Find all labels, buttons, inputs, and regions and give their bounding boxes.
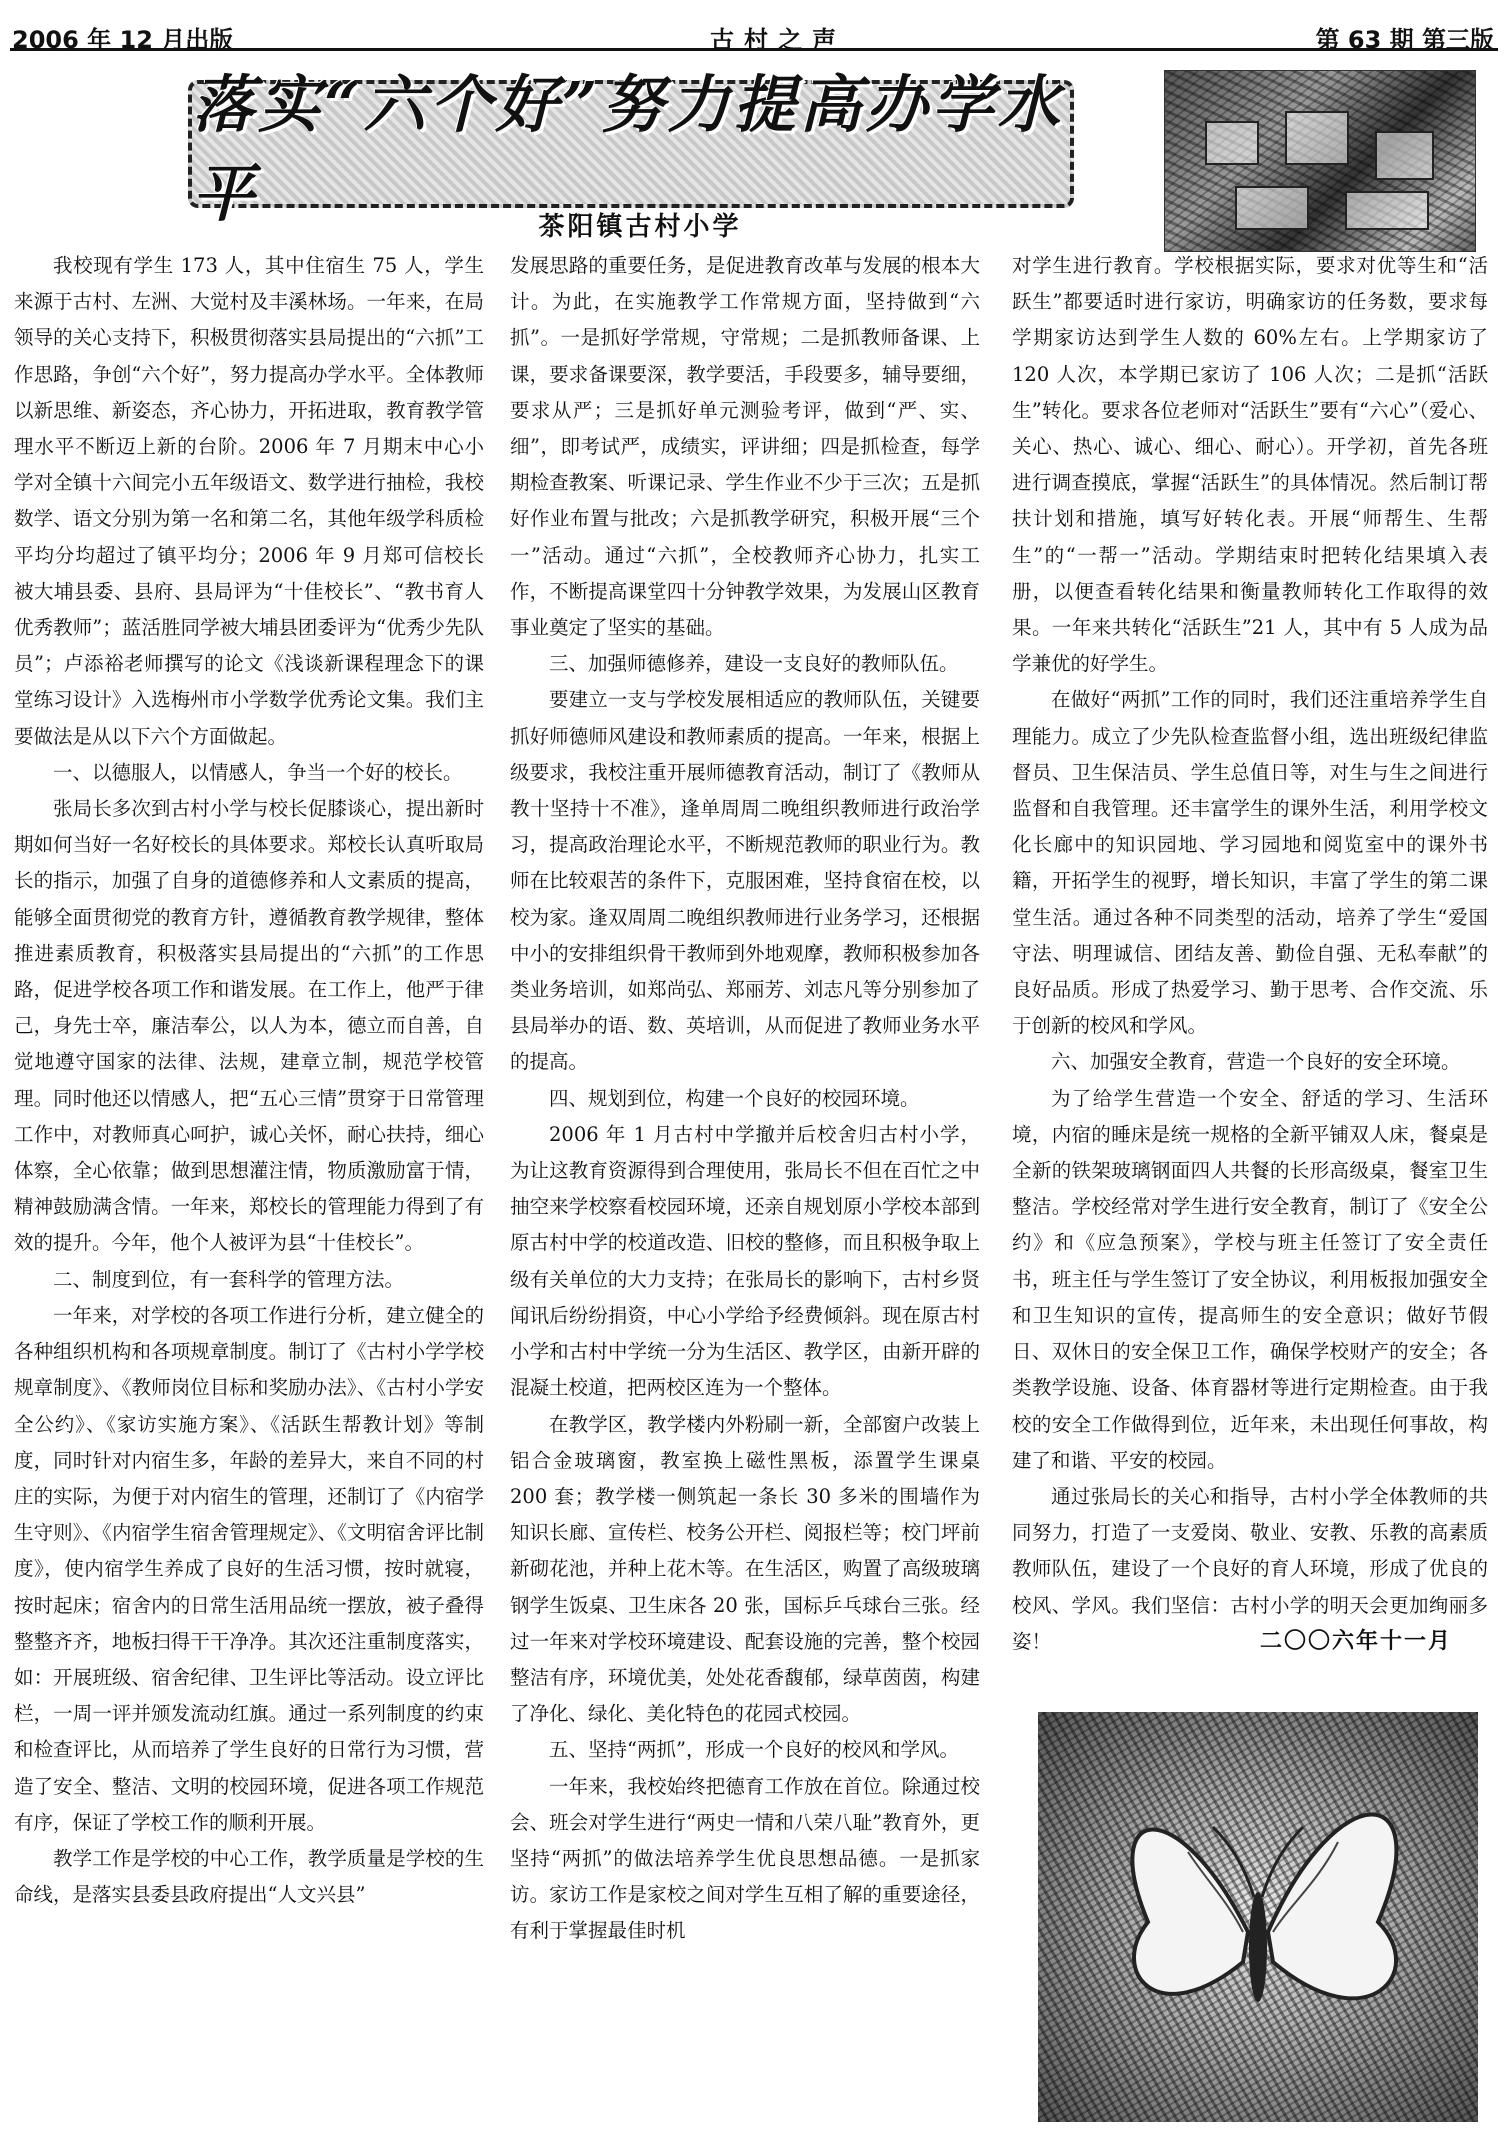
page-header bbox=[10, 14, 1498, 54]
paragraph: 张局长多次到古村小学与校长促膝谈心，提出新时期如何当好一名好校长的具体要求。郑校长认真听取局长的指示，加强了自身的道德修养和人文素质的提高，能够全面贯彻党的教育方针，遵循教育教学规律，整体推进素质教育，积极落实县局提出的“六抓”的工作思路，促进学校各项工作和谐发展。在工作上，他严于律己，身先士卒，廉洁奉公，以人为本，德立而自善，自觉地遵守国家的法律、法规，建章立制，规范学校管理。同时他还以情感人，把“五心三情”贯穿于日常管理工作中，对教师真心呵护，诚心关怀，耐心扶持，细心体察，全心依靠；做到思想灌注情，物质激励富于情，精神鼓励满含情。一年来，郑校长的管理能力得到了有效的提升。今年，他个人被评为县“十佳校长”。 bbox=[14, 797, 484, 1255]
section-heading: 五、坚持“两抓”，形成一个良好的校风和学风。 bbox=[549, 1738, 959, 1762]
paragraph: 在教学区，教学楼内外粉刷一新，全部窗户改装上铝合金玻璃窗，教室换上磁性黑板，添置学生课桌 200 套；教学楼一侧筑起一条长 30 多米的围墙作为知识长廊、宣传栏、校务公开栏、阅报栏等；校门坪前新砌花池，并种上花木等。在生活区，购置了高级玻璃钢学生饭桌、卫生床各 20 张，国标乒乓球台三张。经过一年来对学校环境建设、配套设施的完善，整个校园整洁有序，环境优美，处处花香馥郁，绿草茵茵，构建了净化、绿化、美化特色的花园式校园。 bbox=[510, 1412, 980, 1726]
section-heading: 四、规划到位，构建一个良好的校园环境。 bbox=[549, 1086, 920, 1110]
paragraph: 在做好“两抓”工作的同时，我们还注重培养学生自理能力。成立了少先队检查监督小组，选出班级纪律监督员、卫生保洁员、学生总值日等，对生与生之间进行监督和自我管理。还丰富学生的课外生活，利用学校文化长廊中的知识园地、学习园地和阅览室中的课外书籍，开拓学生的视野，增长知识，丰富了学生的第二课堂生活。通过各种不同类型的活动，培养了学生“爱国守法、明理诚信、团结友善、勤俭自强、无私奉献”的良好品质。形成了热爱学习、勤于思考、合作交流、乐于创新的校风和学风。 bbox=[1012, 688, 1488, 1038]
paragraph: 对学生进行教育。学校根据实际，要求对优等生和“活跃生”都要适时进行家访，明确家访的任务数，要求每学期家访达到学生人数的 60%左右。上学期家访了 120 人次，本学期已家访了 106 人次；二是抓“活跃生”转化。要求各位老师对“活跃生”要有“六心”（爱心、关心、热心、诚心、细心、耐心）。开学初，首先各班进行调查摸底，掌握“活跃生”的具体情况。然后制订帮扶计划和措施，填写好转化表。开展“师帮生、生帮生”的“一帮一”活动。学期结束时把转化结果填入表册，以便查看转化结果和衡量教师转化工作取得的效果。一年来共转化“活跃生”21 人，其中有 5 人成为品学兼优的好学生。 bbox=[1012, 254, 1488, 676]
paragraph: 教学工作是学校的中心工作，教学质量是学校的生命线，是落实县委县政府提出“人文兴县” bbox=[14, 1846, 484, 1907]
article-title: 落实“六个好”努力提高办学水平 bbox=[192, 68, 1064, 230]
paragraph: 通过张局长的关心和指导，古村小学全体教师的共同努力，打造了一支爱岗、敬业、安教、乐教的高素质教师队伍，建设了一个良好的育人环境，形成了优良的校风、学风。我们坚信：古村小学的明天会更加绚丽多姿！ bbox=[1012, 1484, 1488, 1653]
newspaper-name: 古村之声 bbox=[710, 26, 846, 54]
butterfly-image bbox=[1038, 1712, 1478, 2122]
issue-number: 第 63 期 第三版 bbox=[1315, 26, 1494, 54]
paragraph: 一年来，对学校的各项工作进行分析，建立健全的各种组织机构和各项规章制度。制订了《古村小学学校规章制度》、《教师岗位目标和奖励办法》、《古村小学安全公约》、《家访实施方案》、《活跃生帮教计划》等制度，同时针对内宿生多，年龄的差异大，来自不同的村庄的实际，为便于对内宿生的管理，还制订了《内宿学生守则》、《内宿学生宿舍管理规定》、《文明宿舍评比制度》，使内宿学生养成了良好的生活习惯，按时就寝，按时起床；宿舍内的日常生活用品统一摆放，被子叠得整整齐齐，地板扫得干干净净。其次还注重制度落实，如：开展班级、宿舍纪律、卫生评比等活动。设立评比栏，一周一评并颁发流动红旗。通过一系列制度的约束和检查评比，从而培养了学生良好的日常行为习惯，营造了安全、整洁、文明的校园环境，促进各项工作规范有序，保证了学校工作的顺利开展。 bbox=[14, 1303, 484, 1834]
paragraph: 发展思路的重要任务，是促进教育改革与发展的根本大计。为此，在实施教学工作常规方面，坚持做到“六抓”。一是抓好学常规，守常规；二是抓教师备课、上课，要求备课要深，教学要活，手段要多，辅导要细，要求从严；三是抓好单元测验考评，做到“严、实、细”，即考试严，成绩实，评讲细；四是抓检查，每学期检查教案、听课记录、学生作业不少于三次；五是抓好作业布置与批改；六是抓教学研究，积极开展“三个一”活动。通过“六抓”，全校教师齐心协力，扎实工作，不断提高课堂四十分钟教学效果，为发展山区教育事业奠定了坚实的基础。 bbox=[510, 254, 980, 640]
paragraph: 一年来，我校始终把德育工作放在首位。除通过校会、班会对学生进行“两史一情和八荣八耻”教育外，更坚持“两抓”的做法培养学生优良思想品德。一是抓家访。家访工作是家校之间对学生互相了解的重要途径，有利于掌握最佳时机 bbox=[510, 1774, 980, 1943]
butterfly-icon bbox=[1038, 1712, 1478, 2122]
paragraph: 2006 年 1 月古村中学撤并后校舍归古村小学，为让这教育资源得到合理使用，张局长不但在百忙之中抽空来学校察看校园环境，还亲自规划原小学校本部到原古村中学的校道改造、旧校的整修，而且积极争取上级有关单位的大力支持；在张局长的影响下，古村乡贤闻讯后纷纷捐资，中心小学给予经费倾斜。现在原古村小学和古村中学统一分为生活区、教学区，由新开辟的混凝土校道，把两校区连为一个整体。 bbox=[510, 1122, 980, 1400]
paragraph: 我校现有学生 173 人，其中住宿生 75 人，学生来源于古村、左洲、大觉村及丰溪林场。一年来，在局领导的关心支持下，积极贯彻落实县局提出的“六抓”工作思路，争创“六个好”，努力提高办学水平。全体教师以新思维、新姿态，齐心协力，开拓进取，教育教学管理水平不断迈上新的台阶。2006 年 7 月期末中心小学对全镇十六间完小五年级语文、数学进行抽检，我校数学、语文分别为第一名和第二名，其他年级学科质检平均分均超过了镇平均分；2006 年 9 月郑可信校长被大埔县委、县府、县局评为“十佳校长”、“教书育人优秀教师”；蓝活胜同学被大埔县团委评为“优秀少先队员”；卢添裕老师撰写的论文《浅谈新课程理念下的课堂练习设计》入选梅州市小学数学优秀论文集。我们主要做法是从以下六个方面做起。 bbox=[14, 254, 484, 748]
section-heading: 六、加强安全教育，营造一个良好的安全环境。 bbox=[1051, 1050, 1461, 1074]
article-column-1 bbox=[14, 248, 484, 2128]
issue-date: 2006 年 12 月出版 bbox=[12, 26, 234, 54]
byline: 茶阳镇古村小学 bbox=[538, 212, 742, 242]
section-heading: 二、制度到位，有一套科学的管理方法。 bbox=[53, 1267, 405, 1291]
section-heading: 一、以德服人，以情感人，争当一个好的校长。 bbox=[53, 760, 463, 784]
section-heading: 三、加强师德修养，建设一支良好的教师队伍。 bbox=[549, 652, 959, 676]
article-column-2 bbox=[510, 248, 980, 2128]
article-date: 二〇〇六年十一月 bbox=[1260, 1628, 1453, 1654]
school-building-photo bbox=[1164, 70, 1476, 252]
paragraph: 要建立一支与学校发展相适应的教师队伍，关键要抓好师德师风建设和教师素质的提高。一年来，根据上级要求，我校注重开展师德教育活动，制订了《教师从教十坚持十不准》，逢单周周二晚组织教师进行政治学习，提高政治理论水平，不断规范教师的职业行为。教师在比较艰苦的条件下，克服困难，坚持食宿在校，以校为家。逢双周周二晚组织教师进行业务学习，还根据中小的安排组织骨干教师到外地观摩，教师积极参加各类业务培训，如郑尚弘、郑丽芳、刘志凡等分别参加了县局举办的语、数、英培训，从而促进了教师业务水平的提高。 bbox=[510, 688, 980, 1074]
paragraph: 为了给学生营造一个安全、舒适的学习、生活环境，内宿的睡床是统一规格的全新平铺双人床，餐桌是全新的铁架玻璃钢面四人共餐的长形高级桌，餐室卫生整洁。学校经常对学生进行安全教育，制订了《安全公约》和《应急预案》，学校与班主任签订了安全责任书，班主任与学生签订了安全协议，利用板报加强安全和卫生知识的宣传，提高师生的安全意识；做好节假日、双休日的安全保卫工作，确保学校财产的安全；各类教学设施、设备、体育器材等进行定期检查。由于我校的安全工作做得到位，近年来，未出现任何事故，构建了和谐、平安的校园。 bbox=[1012, 1086, 1488, 1472]
